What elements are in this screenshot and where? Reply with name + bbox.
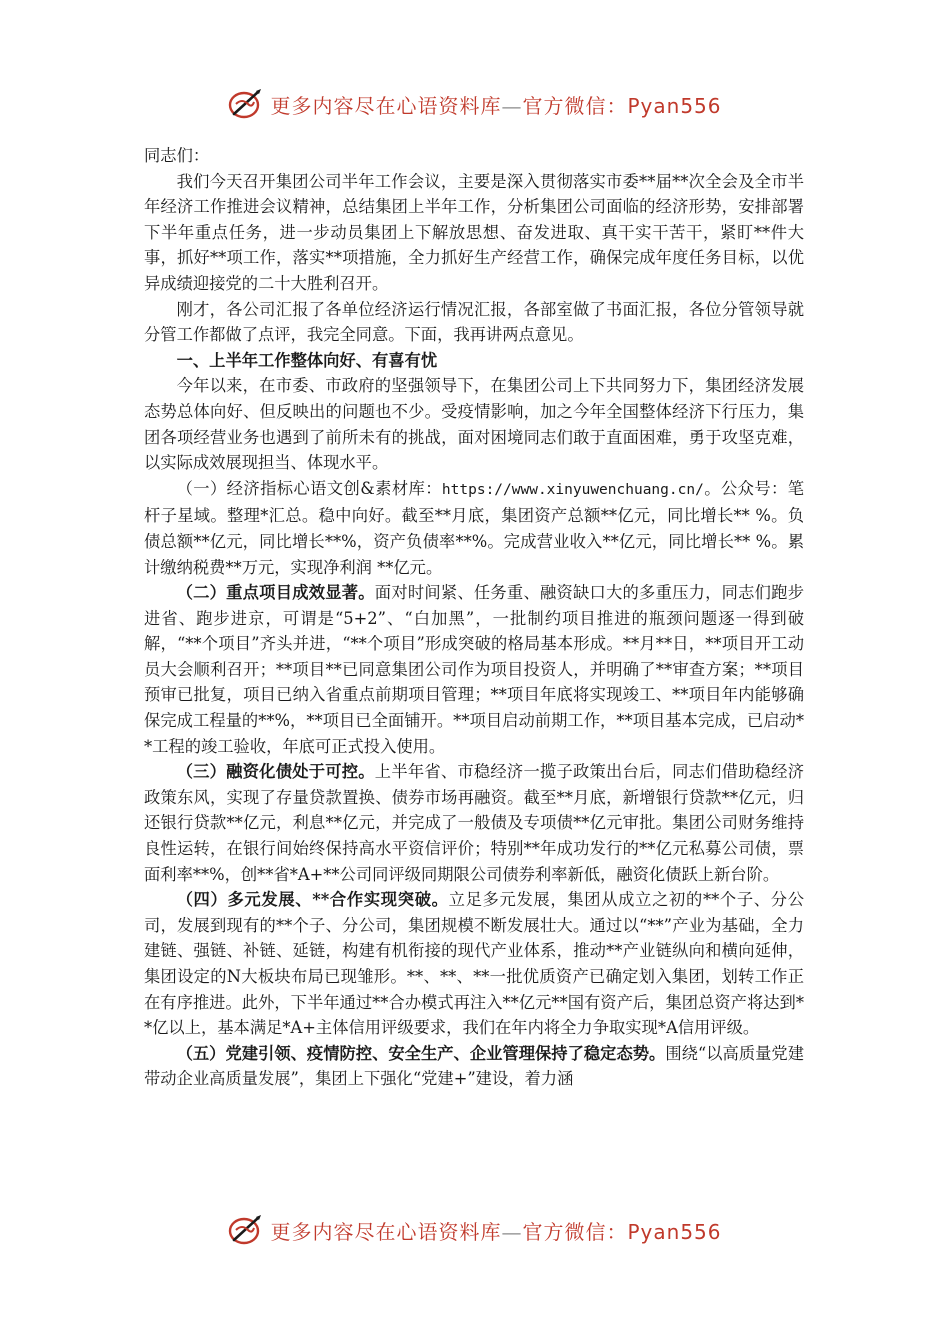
paragraph-party-building: [144, 1041, 804, 1092]
banner-library-name: 更多内容尽在心语资料库: [270, 1219, 502, 1244]
pen-logo-icon: [228, 88, 264, 120]
party-building-text: 围绕“以高质量党建带动企业高质量发展”，集团上下强化“党建+”建设，着力涵: [144, 1043, 804, 1089]
banner-official-label: 官方微信：: [522, 93, 628, 118]
banner-separator: —: [501, 93, 523, 118]
paragraph-economic-indicators: [144, 476, 804, 580]
paragraph-intro: 我们今天召开集团公司半年工作会议，主要是深入贯彻落实市委**届**次全会及全市半年经济工作推进会议精神，总结集团上半年工作，分析集团公司面临的经济形势，安排部署下半年重点任务，进一步动员集团上下解放思想、奋发进取、真干实干苦干，紧盯**件大事，抓好**项工作，落实**项措施，全力抓好生产经营工作，确保完成年度任务目标，以优异成绩迎接党的二十大胜利召开。: [144, 171, 804, 293]
banner-official-label: 官方微信：: [522, 1219, 628, 1244]
pen-logo-icon: [228, 1214, 264, 1246]
financing-title: （三）融资化债处于可控。: [176, 762, 375, 782]
document-body: [144, 143, 804, 1092]
banner-wechat-id: Pyan556: [627, 93, 722, 118]
banner-library-name: 更多内容尽在心语资料库: [270, 93, 502, 118]
paragraph-overview: 今年以来，在市委、市政府的坚强领导下，在集团公司上下共同努力下，集团经济发展态势总体向好、但反映出的问题也不少。受疫情影响，加之今年全国整体经济下行压力，集团各项经营业务也遇到了前所未有的挑战，面对困境同志们敢于直面困难，勇于攻坚克难，以实际成效展现担当、体现水平。: [144, 376, 804, 473]
banner-text: [270, 1216, 721, 1245]
paragraph-financing: [144, 759, 804, 887]
diversified-title: （四）多元发展、**合作实现突破。: [176, 890, 449, 910]
key-projects-title: （二）重点项目成效显著。: [176, 583, 375, 603]
economic-indicators-text: 。公众号：笔杆子星域。整理*汇总。稳中向好。截至**月底，集团资产总额**亿元，同比增长** %。负债总额**亿元，同比增长**%，资产负债率**%。完成营业收入**亿元，同比增长** %。累计缴纳税费**万元，实现净利润 **亿元。: [144, 478, 804, 577]
banner-separator: —: [501, 1219, 523, 1244]
key-projects-text: 面对时间紧、任务重、融资缺口大的多重压力，同志们跑步进省、跑步进京，可谓是“5+2”、“白加黑”，一批制约项目推进的瓶颈问题逐一得到破解，“**个项目”齐头并进，“**个项目”形成突破的格局基本形成。**月**日，**项目开工动员大会顺利召开；**项目**已同意集团公司作为项目投资人，并明确了**审查方案；**项目预审已批复，项目已纳入省重点前期项目管理；**项目年底将实现竣工、**项目年内能够确保完成工程量的**%，**项目已全面铺开。**项目启动前期工作，**项目基本完成，已启动**工程的竣工验收，年底可正式投入使用。: [144, 583, 804, 756]
website-link[interactable]: https://www.xinyuwenchuang.cn/: [441, 481, 704, 498]
paragraph-diversified-development: [144, 887, 804, 1041]
header-banner: [0, 84, 950, 124]
financing-text: 上半年省、市稳经济一揽子政策出台后，同志们借助稳经济政策东风，实现了存量贷款置换、债券市场再融资。截至**月底，新增银行贷款**亿元，归还银行贷款**亿元，利息**亿元，并完成了一般债及专项债**亿元审批。集团公司财务维持良性运转，在银行间始终保持高水平资信评价；特别**年成功发行的**亿元私募公司债，票面利率**%，创**省*A+**公司同评级同期限公司债券利率新低，融资化债跃上新台阶。: [144, 762, 804, 884]
banner-wechat-id: Pyan556: [627, 1219, 722, 1244]
paragraph-opinions: 刚才，各公司汇报了各单位经济运行情况汇报，各部室做了书面汇报，各位分管领导就分管工作都做了点评，我完全同意。下面，我再讲两点意见。: [144, 299, 804, 345]
section-heading-1: 一、上半年工作整体向好、有喜有忧: [176, 350, 438, 370]
economic-indicators-label: （一）经济指标心语文创&素材库：: [176, 478, 442, 498]
footer-banner: [0, 1210, 950, 1250]
diversified-text: 立足多元发展，集团从成立之初的**个子、分公司，发展到现有的**个子、分公司，集团规模不断发展壮大。通过以“**”产业为基础，全力建链、强链、补链、延链，构建有机衔接的现代产业体系，推动**产业链纵向和横向延伸，集团设定的N大板块布局已现雏形。**、**、**一批优质资产已确定划入集团，划转工作正在有序推进。此外，下半年通过**合办模式再注入**亿元**国有资产后，集团总资产将达到**亿以上，基本满足*A+主体信用评级要求，我们在年内将全力争取实现*A信用评级。: [144, 890, 804, 1038]
salutation: 同志们：: [144, 146, 210, 165]
party-building-title: （五）党建引领、疫情防控、安全生产、企业管理保持了稳定态势。: [176, 1043, 666, 1063]
banner-text: [270, 90, 721, 119]
paragraph-key-projects: [144, 580, 804, 759]
